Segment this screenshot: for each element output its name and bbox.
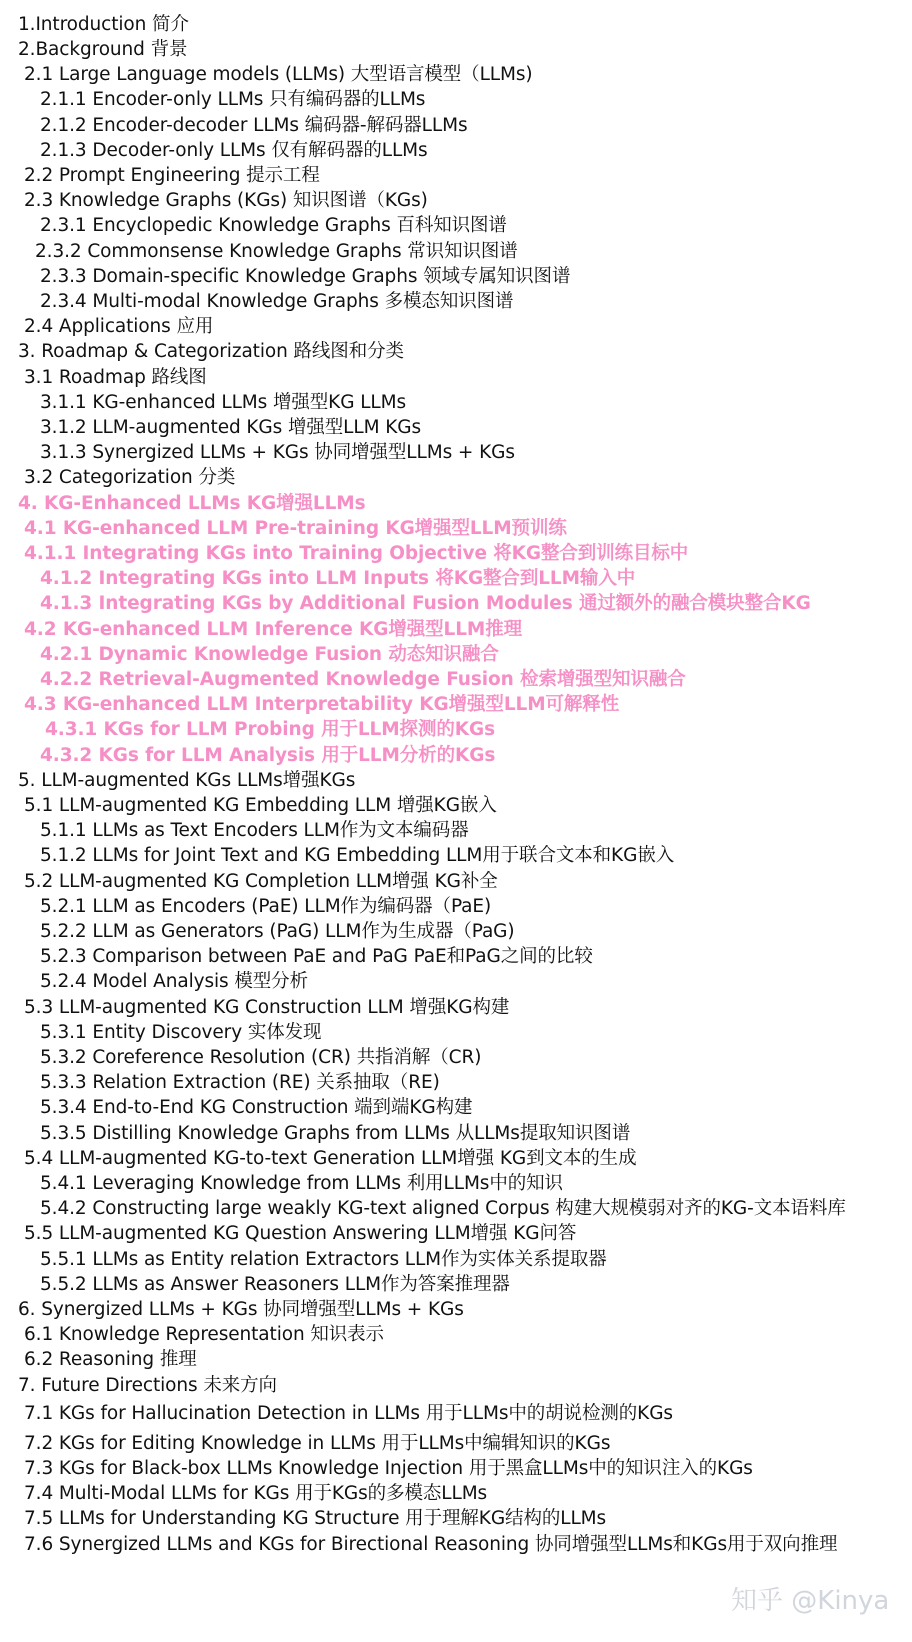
toc-item: 2.3.2 Commonsense Knowledge Graphs 常识知识图谱 (35, 241, 518, 262)
toc-item: 3. Roadmap & Categorization 路线图和分类 (18, 341, 404, 362)
toc-item: 5.2.2 LLM as Generators (PaG) LLM作为生成器（PaG) (40, 921, 515, 942)
toc-item: 7.2 KGs for Editing Knowledge in LLMs 用于LLMs中编辑知识的KGs (24, 1433, 611, 1454)
toc-item: 2.1.3 Decoder-only LLMs 仅有解码器的LLMs (40, 140, 428, 161)
toc-item: 5.2 LLM-augmented KG Completion LLM增强 KG补全 (24, 871, 498, 892)
toc-item: 2.1.1 Encoder-only LLMs 只有编码器的LLMs (40, 89, 426, 110)
toc-item: 1.Introduction 简介 (18, 14, 189, 35)
toc-item: 2.3 Knowledge Graphs (KGs) 知识图谱（KGs) (24, 190, 428, 211)
toc-item: 5.4.1 Leveraging Knowledge from LLMs 利用LLMs中的知识 (40, 1173, 563, 1194)
toc-item: 5.2.1 LLM as Encoders (PaE) LLM作为编码器（PaE) (40, 896, 492, 917)
toc-item: 5.5 LLM-augmented KG Question Answering LLM增强 KG问答 (24, 1223, 577, 1244)
toc-item: 5.3.2 Coreference Resolution (CR) 共指消解（CR) (40, 1047, 482, 1068)
toc-item: 3.1.1 KG-enhanced LLMs 增强型KG LLMs (40, 392, 407, 413)
toc-item: 5.5.1 LLMs as Entity relation Extractors LLM作为实体关系提取器 (40, 1249, 607, 1270)
toc-item-highlighted: 4.3.2 KGs for LLM Analysis 用于LLM分析的KGs (40, 745, 496, 766)
toc-item: 6.1 Knowledge Representation 知识表示 (24, 1324, 384, 1345)
toc-item: 3.1.2 LLM-augmented KGs 增强型LLM KGs (40, 417, 422, 438)
toc-item: 6.2 Reasoning 推理 (24, 1349, 197, 1370)
toc-item: 5.4.2 Constructing large weakly KG-text aligned Corpus 构建大规模弱对齐的KG-文本语料库 (40, 1198, 846, 1219)
toc-item: 5.4 LLM-augmented KG-to-text Generation LLM增强 KG到文本的生成 (24, 1148, 637, 1169)
toc-item: 3.1 Roadmap 路线图 (24, 367, 207, 388)
toc-item: 5.1 LLM-augmented KG Embedding LLM 增强KG嵌入 (24, 795, 497, 816)
toc-item: 2.1 Large Language models (LLMs) 大型语言模型（LLMs) (24, 64, 533, 85)
toc-item: 5.3.3 Relation Extraction (RE) 关系抽取（RE) (40, 1072, 440, 1093)
toc-item: 7.6 Synergized LLMs and KGs for Birectional Reasoning 协同增强型LLMs和KGs用于双向推理 (24, 1534, 838, 1555)
toc-item: 2.1.2 Encoder-decoder LLMs 编码器-解码器LLMs (40, 115, 468, 136)
watermark: 知乎 @Kinya (731, 1586, 890, 1616)
toc-item: 7.1 KGs for Hallucination Detection in LLMs 用于LLMs中的胡说检测的KGs (24, 1403, 673, 1424)
toc-item-highlighted: 4.2 KG-enhanced LLM Inference KG增强型LLM推理 (24, 619, 523, 640)
toc-item: 3.1.3 Synergized LLMs + KGs 协同增强型LLMs + KGs (40, 442, 515, 463)
toc-item-highlighted: 4.1.2 Integrating KGs into LLM Inputs 将KG整合到LLM输入中 (40, 568, 636, 589)
toc-item: 7.4 Multi-Modal LLMs for KGs 用于KGs的多模态LLMs (24, 1483, 488, 1504)
toc-item: 5.3 LLM-augmented KG Construction LLM 增强KG构建 (24, 997, 510, 1018)
toc-item: 7. Future Directions 未来方向 (18, 1375, 277, 1396)
toc-item: 5.3.5 Distilling Knowledge Graphs from LLMs 从LLMs提取知识图谱 (40, 1123, 631, 1144)
toc-item: 2.2 Prompt Engineering 提示工程 (24, 165, 320, 186)
toc-item: 2.4 Applications 应用 (24, 316, 214, 337)
toc-item: 2.Background 背景 (18, 39, 188, 60)
toc-item: 2.3.4 Multi-modal Knowledge Graphs 多模态知识图谱 (40, 291, 514, 312)
toc-item: 5.5.2 LLMs as Answer Reasoners LLM作为答案推理器 (40, 1274, 510, 1295)
toc-item-highlighted: 4.1 KG-enhanced LLM Pre-training KG增强型LLM预训练 (24, 518, 567, 539)
toc-item: 5.2.3 Comparison between PaE and PaG PaE和PaG之间的比较 (40, 946, 593, 967)
toc-item: 5.1.2 LLMs for Joint Text and KG Embedding LLM用于联合文本和KG嵌入 (40, 845, 675, 866)
toc-item: 2.3.3 Domain-specific Knowledge Graphs 领域专属知识图谱 (40, 266, 571, 287)
toc-item-highlighted: 4.3 KG-enhanced LLM Interpretability KG增强型LLM可解释性 (24, 694, 620, 715)
toc-item-highlighted: 4.2.1 Dynamic Knowledge Fusion 动态知识融合 (40, 644, 499, 665)
toc-item: 5.1.1 LLMs as Text Encoders LLM作为文本编码器 (40, 820, 469, 841)
toc-item-highlighted: 4.2.2 Retrieval-Augmented Knowledge Fusion 检索增强型知识融合 (40, 669, 686, 690)
toc-item: 7.3 KGs for Black-box LLMs Knowledge Injection 用于黑盒LLMs中的知识注入的KGs (24, 1458, 753, 1479)
toc-item: 6. Synergized LLMs + KGs 协同增强型LLMs + KGs (18, 1299, 464, 1320)
toc-item-highlighted: 4. KG-Enhanced LLMs KG增强LLMs (18, 493, 366, 514)
toc-item: 2.3.1 Encyclopedic Knowledge Graphs 百科知识图谱 (40, 215, 507, 236)
toc-item-highlighted: 4.3.1 KGs for LLM Probing 用于LLM探测的KGs (45, 719, 495, 740)
toc-item: 5.3.4 End-to-End KG Construction 端到端KG构建 (40, 1097, 473, 1118)
toc-item: 3.2 Categorization 分类 (24, 467, 236, 488)
toc-item-highlighted: 4.1.3 Integrating KGs by Additional Fusion Modules 通过额外的融合模块整合KG (40, 593, 811, 614)
toc-item: 7.5 LLMs for Understanding KG Structure 用于理解KG结构的LLMs (24, 1508, 607, 1529)
toc-item-highlighted: 4.1.1 Integrating KGs into Training Objective 将KG整合到训练目标中 (24, 543, 689, 564)
toc-item: 5. LLM-augmented KGs LLMs增强KGs (18, 770, 356, 791)
toc-item: 5.3.1 Entity Discovery 实体发现 (40, 1022, 322, 1043)
toc-item: 5.2.4 Model Analysis 模型分析 (40, 971, 308, 992)
